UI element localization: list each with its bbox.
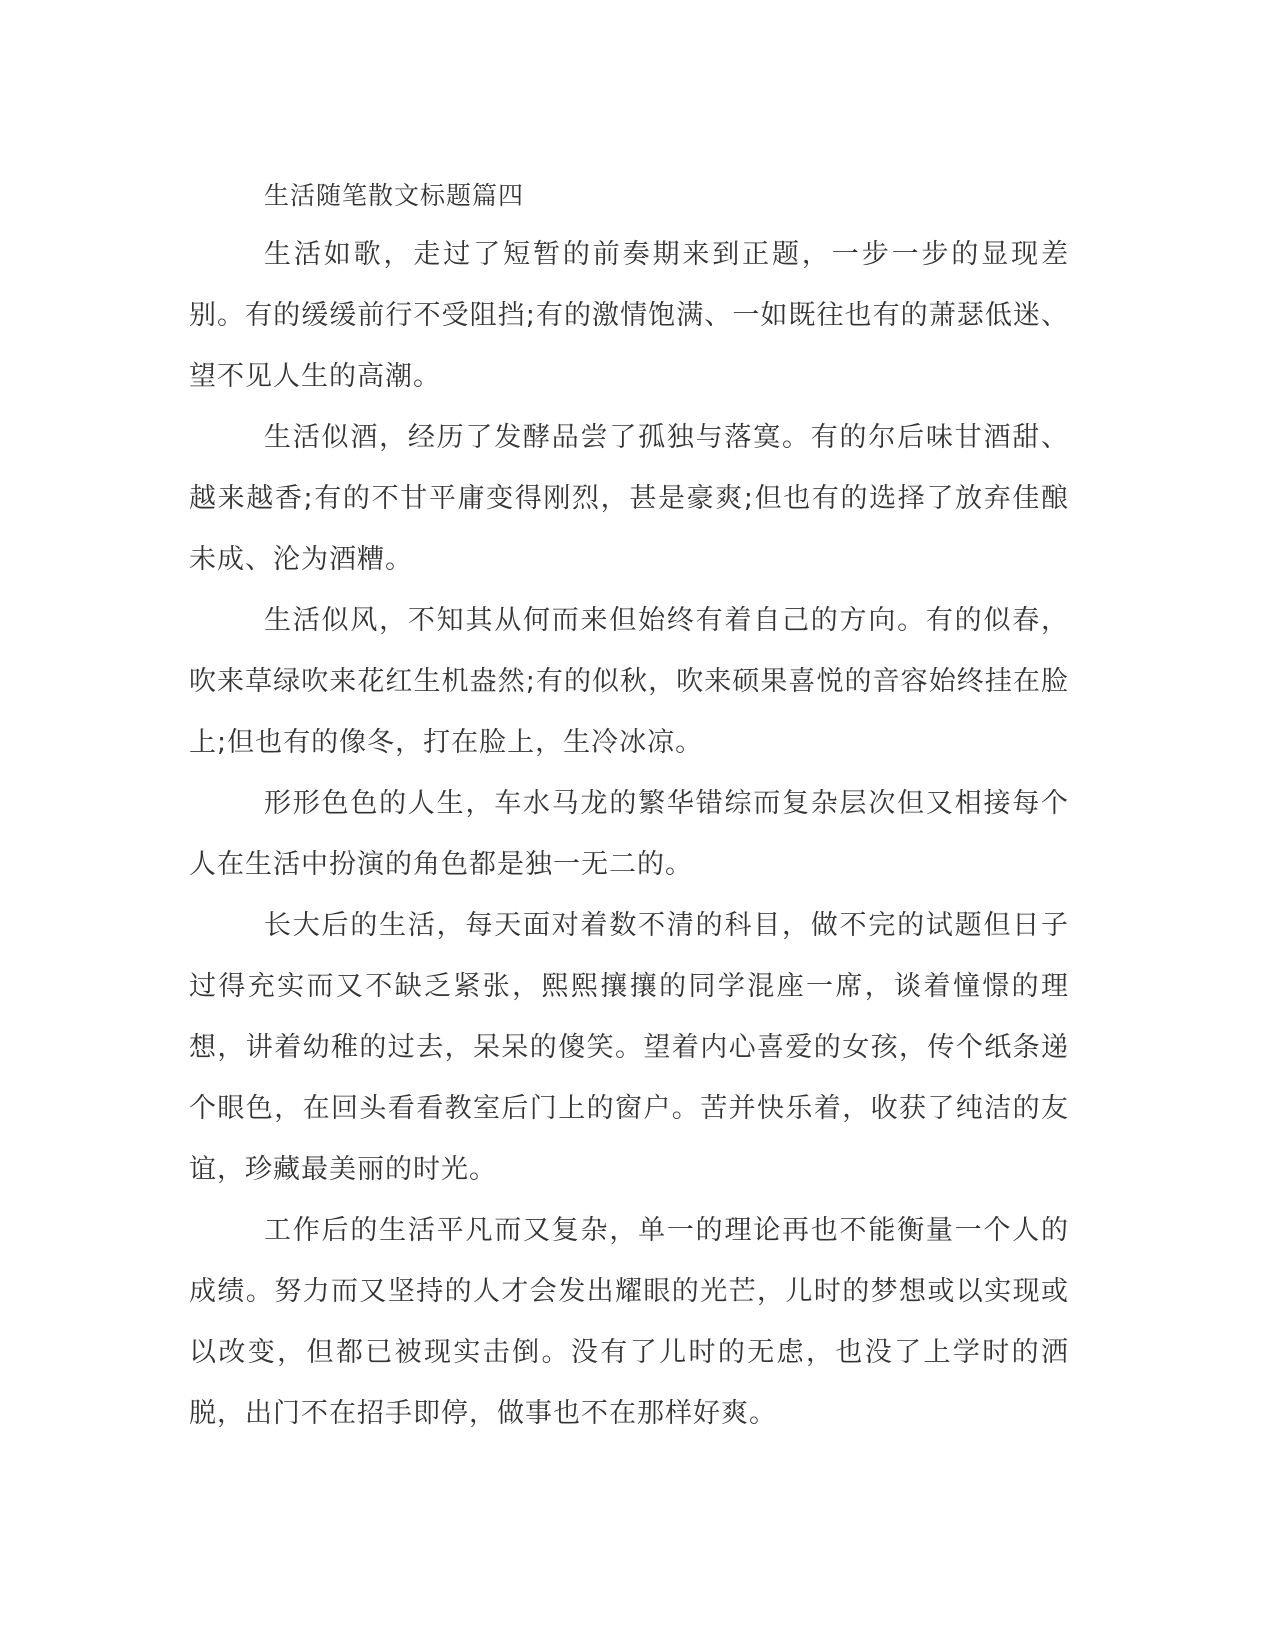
paragraph-life-roles: 形形色色的人生，车水马龙的繁华错综而复杂层次但又相接每个人在生活中扮演的角色都是独一无二的。 [189, 788, 1069, 880]
document-body [189, 168, 1069, 1444]
paragraph-wine: 生活似酒，经历了发酵品尝了孤独与落寞。有的尔后味甘酒甜、越来越香;有的不甘平庸变得刚烈，甚是豪爽;但也有的选择了放弃佳酿未成、沦为酒糟。 [189, 422, 1069, 575]
paragraph-school-life: 长大后的生活，每天面对着数不清的科目，做不完的试题但日子过得充实而又不缺乏紧张，熙熙攘攘的同学混座一席，谈着憧憬的理想，讲着幼稚的过去，呆呆的傻笑。望着内心喜爱的女孩，传个纸条递个眼色，在回头看看教室后门上的窗户。苦并快乐着，收获了纯洁的友谊，珍藏最美丽的时光。 [189, 910, 1069, 1185]
document-title: 生活随笔散文标题篇四 [264, 181, 525, 210]
paragraph-song: 生活如歌，走过了短暂的前奏期来到正题，一步一步的显现差别。有的缓缓前行不受阻挡;有的激情饱满、一如既往也有的萧瑟低迷、望不见人生的高潮。 [189, 239, 1069, 392]
paragraph-wind: 生活似风，不知其从何而来但始终有着自己的方向。有的似春，吹来草绿吹来花红生机盎然;有的似秋，吹来硕果喜悦的音容始终挂在脸上;但也有的像冬，打在脸上，生冷冰凉。 [189, 605, 1069, 758]
paragraph-work-life: 工作后的生活平凡而又复杂，单一的理论再也不能衡量一个人的成绩。努力而又坚持的人才会发出耀眼的光芒，儿时的梦想或以实现或以改变，但都已被现实击倒。没有了儿时的无虑，也没了上学时的洒脱，出门不在招手即停，做事也不在那样好爽。 [189, 1215, 1069, 1429]
